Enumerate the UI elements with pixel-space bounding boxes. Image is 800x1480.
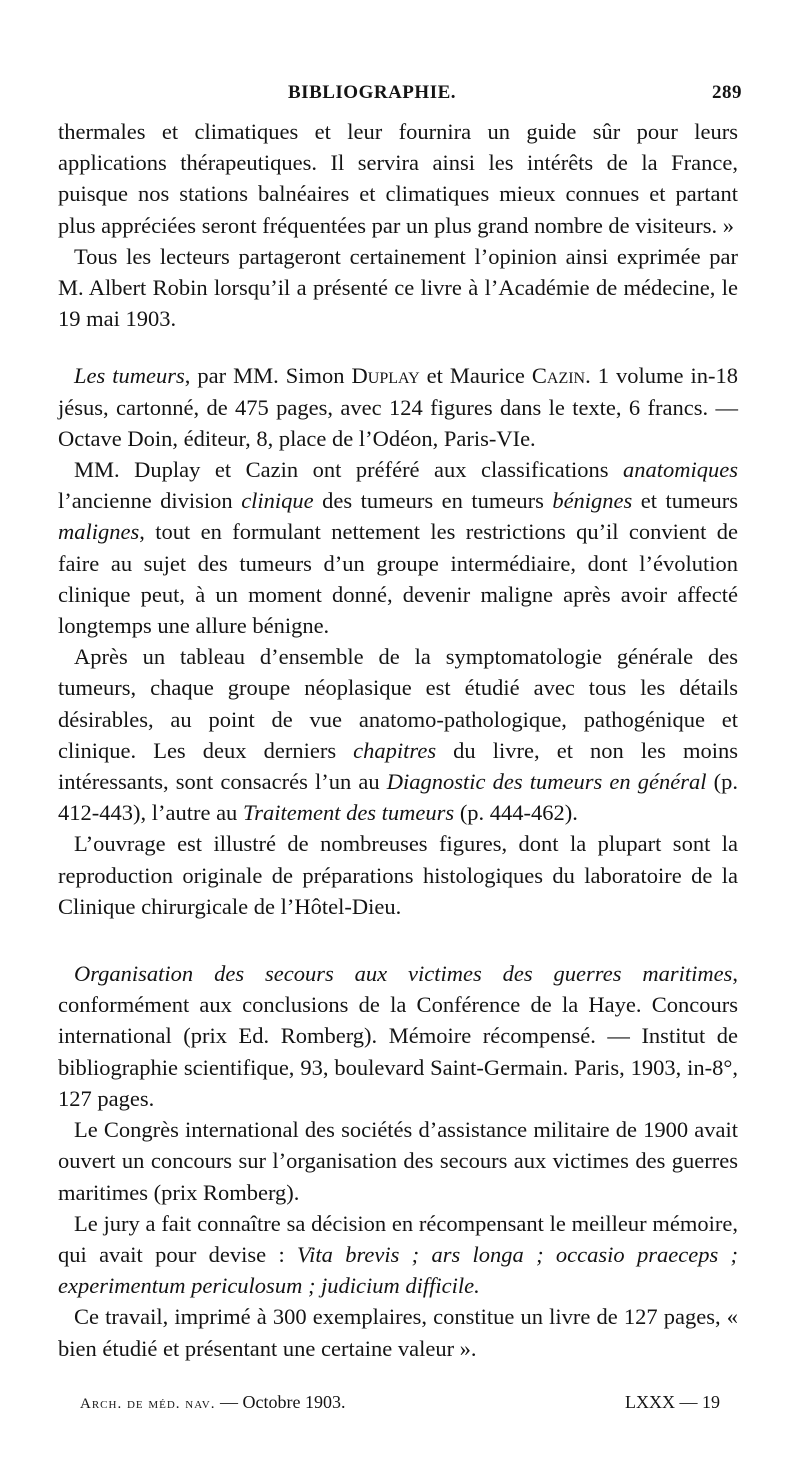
paragraph-conclusion: Ce travail, imprimé à 300 exemplaires, constitue un livre de 127 pages, « bien étudié et présentant une certaine valeur ». — [58, 1304, 738, 1361]
paragraph-symptomatology: Après un tableau d’ensemble de la symptomatologie générale des tumeurs, chaque groupe néoplasique est étudié avec tous les détails désirables, au point de vue anatomo-pathologique, pathogénique et clinique. Les deux derniers chapitres du livre, et non les moins intéressants, sont consacrés l’un au Diagnostic des tumeurs en général (p. 412-443), l’autre au Traitement des tumeurs (p. 444-462). — [58, 644, 738, 826]
page-footer — [80, 1392, 720, 1420]
author-name: Cazin — [531, 363, 586, 389]
paragraph-classification: MM. Duplay et Cazin ont préféré aux classifications anatomiques l’ancienne division clinique des tumeurs en tumeurs bénignes et tumeurs malignes, tout en formulant nettement les restrictions qu’il convient de faire au sujet des tumeurs d’un groupe intermédiaire, dont l’évolution clinique peut, à un moment donné, devenir maligne après avoir affecté longtemps une allure bénigne. — [58, 457, 738, 639]
review-entry-secours: Organisation des secours aux victimes des guerres maritimes, conformément aux conclusions de la Conférence de la Haye. Concours international (prix Ed. Romberg). Mémoire récompensé. — Institut de bibliographie scientifique, 93, boulevard Saint-Germain. Paris, 1903, in-8°, 127 pages. — [58, 961, 738, 1111]
running-title: BIBLIOGRAPHIE. — [288, 82, 457, 103]
signature-mark: LXXX — 19 — [625, 1392, 720, 1412]
page-header — [0, 82, 800, 108]
page-number: 289 — [712, 82, 742, 103]
page-body — [58, 116, 738, 1364]
paragraph-continuation: thermales et climatiques et leur fournira un guide sûr pour leurs applications thérapeutiques. Il servira ainsi les intérêts de la France, puisque nos stations balnéaires et climatiques mieux connues et partant plus appréciées seront fréquentées par un plus grand nombre de visiteurs. » — [58, 119, 738, 238]
paragraph-jury: Le jury a fait connaître sa décision en récompensant le meilleur mémoire, qui avait pour devise : Vita brevis ; ars longa ; occasio praeceps ; experimentum periculosum ; judicium difficile. — [58, 1210, 739, 1299]
review-entry-tumeurs: Les tumeurs, par MM. Simon Duplay et Maurice Cazin. 1 volume in-18 jésus, cartonné, de 475 pages, avec 124 figures dans le texte, 6 francs. — Octave Doin, éditeur, 8, place de l’Odéon, Paris-VIe. — [58, 363, 738, 451]
journal-imprint: Arch. de méd. nav. — Octobre 1903. — [80, 1392, 346, 1412]
paragraph-illustrations: L’ouvrage est illustré de nombreuses figures, dont la plupart sont la reproduction originale de préparations histologiques du laboratoire de la Clinique chirurgicale de l’Hôtel-Dieu. — [58, 831, 738, 919]
paragraph-congres: Le Congrès international des sociétés d’assistance militaire de 1900 avait ouvert un concours sur l’organisation des secours aux victimes des guerres maritimes (prix Romberg). — [58, 1117, 738, 1205]
author-name: Duplay — [351, 363, 420, 389]
book-title: Les tumeurs — [74, 363, 185, 389]
motto: Vita brevis ; ars longa ; occasio praeceps ; experimentum periculosum ; judicium difficile. — [58, 1241, 739, 1299]
book-title: Organisation des secours aux victimes des guerres maritimes — [74, 961, 733, 987]
paragraph-robin: Tous les lecteurs partageront certainement l’opinion ainsi exprimée par M. Albert Robin lorsqu’il a présenté ce livre à l’Académie de médecine, le 19 mai 1903. — [58, 243, 738, 332]
